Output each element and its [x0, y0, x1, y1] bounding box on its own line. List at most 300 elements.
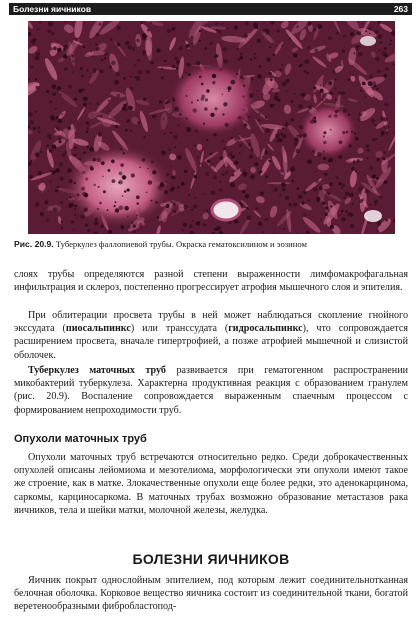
cell-nucleus: [292, 180, 295, 183]
cell-nucleus: [127, 216, 129, 218]
cell-nucleus: [272, 42, 274, 44]
cell-nucleus: [294, 93, 296, 95]
cell-nucleus: [49, 138, 51, 140]
cell-nucleus: [219, 181, 221, 183]
cell-nucleus: [243, 109, 245, 111]
cell-nucleus: [148, 180, 153, 185]
cell-nucleus: [99, 23, 102, 26]
cell-nucleus: [64, 54, 67, 57]
cell-nucleus: [119, 172, 123, 176]
cell-nucleus: [244, 34, 248, 38]
cell-nucleus: [239, 144, 242, 147]
cell-nucleus: [170, 165, 172, 167]
cell-nucleus: [192, 220, 194, 222]
cell-nucleus: [316, 199, 320, 203]
cell-nucleus: [99, 202, 102, 205]
cell-nucleus: [266, 58, 270, 62]
cell-nucleus: [158, 185, 163, 190]
cell-nucleus: [137, 121, 140, 124]
cell-nucleus: [297, 187, 300, 190]
cell-nucleus: [55, 190, 58, 193]
cell-nucleus: [181, 76, 183, 78]
cell-nucleus: [206, 209, 208, 211]
cell-nucleus: [73, 229, 75, 231]
cell-nucleus: [53, 208, 58, 213]
cell-nucleus: [371, 119, 375, 123]
histology-micrograph: [28, 21, 395, 234]
cell-nucleus: [108, 110, 110, 112]
cell-nucleus: [209, 163, 213, 167]
cell-nucleus: [151, 160, 154, 163]
cell-nucleus: [210, 42, 213, 45]
cell-nucleus: [215, 23, 218, 26]
cell-nucleus: [199, 75, 202, 78]
cell-nucleus: [274, 104, 276, 106]
cell-nucleus: [324, 173, 327, 176]
cell-nucleus: [206, 139, 208, 141]
cell-nucleus: [365, 30, 367, 32]
cell-nucleus: [83, 103, 87, 107]
cell-nucleus: [240, 76, 243, 79]
cell-nucleus: [111, 124, 113, 126]
cell-nucleus: [164, 60, 166, 62]
cell-nucleus: [108, 169, 111, 172]
cell-nucleus: [166, 173, 170, 177]
cell-nucleus: [328, 193, 330, 195]
cell-nucleus: [93, 184, 96, 187]
cell-nucleus: [393, 63, 395, 65]
cell-nucleus: [147, 168, 149, 170]
cell-nucleus: [285, 122, 289, 126]
cell-nucleus: [212, 74, 216, 78]
cell-nucleus: [236, 48, 239, 51]
cell-nucleus: [85, 224, 88, 227]
cell-nucleus: [277, 30, 280, 33]
cell-nucleus: [338, 155, 342, 159]
cell-nucleus: [136, 39, 139, 42]
cell-nucleus: [222, 23, 224, 25]
cell-nucleus: [231, 80, 236, 85]
cell-nucleus: [82, 88, 85, 91]
cell-nucleus: [92, 158, 96, 162]
cell-nucleus: [186, 127, 191, 132]
cell-nucleus: [181, 182, 185, 186]
cell-nucleus: [226, 27, 228, 29]
cell-nucleus: [191, 36, 193, 38]
term-hydrosalpinx: гидросальпинкс: [228, 323, 303, 335]
cell-nucleus: [82, 45, 85, 48]
cell-nucleus: [122, 175, 127, 180]
cell-nucleus: [46, 90, 49, 93]
granuloma-right: [298, 103, 358, 159]
cell-nucleus: [90, 76, 92, 78]
running-header: [9, 3, 412, 15]
cell-nucleus: [359, 199, 363, 203]
cell-nucleus: [96, 33, 99, 36]
cell-nucleus: [385, 219, 388, 222]
cell-nucleus: [87, 229, 90, 232]
cell-nucleus: [294, 137, 299, 142]
cell-nucleus: [166, 204, 170, 208]
cell-nucleus: [174, 107, 179, 112]
cell-nucleus: [376, 88, 378, 90]
cell-nucleus: [185, 72, 187, 74]
cell-nucleus: [73, 182, 76, 185]
cell-nucleus: [166, 181, 168, 183]
cell-nucleus: [136, 202, 139, 205]
cell-nucleus: [330, 92, 333, 95]
cell-nucleus: [265, 116, 268, 119]
cell-nucleus: [279, 68, 282, 71]
cell-nucleus: [262, 156, 264, 158]
cell-nucleus: [49, 149, 53, 153]
cell-nucleus: [242, 190, 245, 193]
stroma-fiber: [267, 182, 291, 184]
cell-nucleus: [377, 230, 380, 233]
cell-nucleus: [237, 221, 239, 223]
cell-nucleus: [378, 35, 382, 39]
cell-nucleus: [191, 43, 193, 45]
cell-nucleus: [189, 224, 193, 228]
cell-nucleus: [183, 205, 188, 210]
cell-nucleus: [323, 141, 327, 145]
cell-nucleus: [86, 131, 89, 134]
paragraph-2: При облитерации просвета трубы в ней может наблюдаться скопление гнойного экссудата (пиосальпинкс) или транссудата (гидросальпинкс), что сопровождается расширением просвета, вначале гипертрофией, а позже атрофией мышечной и слизистой оболочек.: [14, 310, 409, 361]
cell-nucleus: [357, 31, 361, 35]
cell-nucleus: [112, 179, 116, 183]
cell-nucleus: [374, 200, 378, 204]
cell-nucleus: [34, 128, 36, 130]
cell-nucleus: [177, 186, 180, 189]
cell-nucleus: [232, 174, 235, 177]
cell-nucleus: [199, 40, 201, 42]
cell-nucleus: [155, 201, 158, 204]
cell-nucleus: [55, 108, 57, 110]
term-pyosalpinx: пиосальпинкс: [65, 323, 131, 335]
cell-nucleus: [262, 29, 266, 33]
cell-nucleus: [98, 132, 102, 136]
cell-nucleus: [310, 119, 315, 124]
cell-nucleus: [183, 223, 187, 227]
cell-nucleus: [339, 92, 341, 94]
cell-nucleus: [358, 113, 362, 117]
cell-nucleus: [116, 26, 120, 30]
cell-nucleus: [300, 93, 304, 97]
cell-nucleus: [170, 189, 173, 192]
cell-nucleus: [186, 118, 188, 120]
cell-nucleus: [338, 182, 342, 186]
cell-nucleus: [275, 133, 280, 138]
cell-nucleus: [281, 182, 286, 187]
cell-nucleus: [125, 41, 130, 46]
cell-nucleus: [358, 45, 360, 47]
cell-nucleus: [71, 220, 74, 223]
cell-nucleus: [249, 155, 253, 159]
cell-nucleus: [350, 224, 354, 228]
cell-nucleus: [336, 177, 338, 179]
cell-nucleus: [285, 79, 290, 84]
cell-nucleus: [119, 206, 124, 211]
cell-nucleus: [351, 74, 353, 76]
cell-nucleus: [283, 228, 285, 230]
cell-nucleus: [375, 57, 380, 62]
cell-nucleus: [314, 48, 318, 52]
cell-nucleus: [207, 160, 211, 164]
cell-nucleus: [193, 108, 197, 112]
cell-nucleus: [324, 212, 328, 216]
section-heading-tumors: Опухоли маточных труб: [14, 433, 147, 445]
cell-nucleus: [253, 163, 255, 165]
cell-nucleus: [87, 146, 89, 148]
cell-nucleus: [355, 170, 357, 172]
cell-nucleus: [132, 230, 135, 233]
cell-nucleus: [58, 138, 61, 141]
cell-nucleus: [161, 77, 164, 80]
cell-nucleus: [225, 123, 229, 127]
term-tuberculosis: Туберкулез маточных труб: [28, 365, 166, 376]
cell-nucleus: [347, 78, 350, 81]
cell-nucleus: [218, 30, 221, 33]
cell-nucleus: [126, 121, 128, 123]
cell-nucleus: [199, 162, 202, 165]
cell-nucleus: [31, 40, 36, 45]
vessel-lumen: [212, 200, 240, 220]
cell-nucleus: [205, 172, 209, 176]
cell-nucleus: [313, 28, 316, 31]
cell-nucleus: [44, 200, 48, 204]
cell-nucleus: [203, 123, 205, 125]
cell-nucleus: [274, 189, 277, 192]
cell-nucleus: [35, 78, 37, 80]
cell-nucleus: [362, 82, 366, 86]
cell-nucleus: [171, 176, 175, 180]
cell-nucleus: [296, 25, 299, 28]
cell-nucleus: [49, 170, 51, 172]
cell-nucleus: [90, 167, 92, 169]
cell-nucleus: [375, 124, 378, 127]
cell-nucleus: [184, 170, 188, 174]
cell-nucleus: [235, 161, 239, 165]
cell-nucleus: [213, 175, 217, 179]
cell-nucleus: [377, 158, 380, 161]
cell-nucleus: [170, 132, 172, 134]
cell-nucleus: [337, 214, 340, 217]
cell-nucleus: [294, 142, 298, 146]
cell-nucleus: [143, 98, 146, 101]
cell-nucleus: [31, 66, 33, 68]
cell-nucleus: [385, 67, 388, 70]
cell-nucleus: [51, 31, 55, 35]
cell-nucleus: [123, 152, 125, 154]
cell-nucleus: [296, 149, 301, 154]
cell-nucleus: [150, 22, 152, 24]
cell-nucleus: [129, 87, 133, 91]
cell-nucleus: [199, 30, 202, 33]
cell-nucleus: [74, 154, 76, 156]
cell-nucleus: [120, 148, 122, 150]
cell-nucleus: [56, 186, 59, 189]
cell-nucleus: [72, 72, 74, 74]
cell-nucleus: [307, 22, 311, 26]
cell-nucleus: [173, 203, 175, 205]
cell-nucleus: [368, 222, 370, 224]
cell-nucleus: [247, 216, 252, 221]
cell-nucleus: [156, 49, 160, 53]
cell-nucleus: [108, 100, 110, 102]
cell-nucleus: [165, 102, 167, 104]
cell-nucleus: [101, 161, 105, 165]
cell-nucleus: [349, 144, 352, 147]
cell-nucleus: [217, 226, 221, 230]
cell-nucleus: [298, 194, 303, 199]
cell-nucleus: [381, 135, 383, 137]
cell-nucleus: [49, 180, 51, 182]
cell-nucleus: [390, 40, 392, 42]
cell-nucleus: [270, 104, 274, 108]
cell-nucleus: [157, 216, 160, 219]
cell-nucleus: [38, 126, 41, 129]
cell-nucleus: [47, 134, 52, 139]
cell-nucleus: [29, 175, 33, 179]
cell-nucleus: [152, 170, 156, 174]
cell-nucleus: [81, 187, 85, 191]
cell-nucleus: [244, 123, 248, 127]
cell-nucleus: [67, 168, 72, 173]
cell-nucleus: [341, 187, 343, 189]
cell-nucleus: [307, 46, 310, 49]
cell-nucleus: [265, 151, 269, 155]
cell-nucleus: [143, 136, 146, 139]
cell-nucleus: [196, 61, 200, 65]
cell-nucleus: [82, 171, 85, 174]
cell-nucleus: [360, 90, 362, 92]
cell-nucleus: [304, 70, 306, 72]
cell-nucleus: [342, 131, 345, 134]
cell-nucleus: [296, 135, 298, 137]
cell-nucleus: [383, 117, 388, 122]
cell-nucleus: [266, 31, 270, 35]
cell-nucleus: [384, 74, 387, 77]
cell-nucleus: [293, 203, 297, 207]
cell-nucleus: [122, 195, 124, 197]
cell-nucleus: [53, 46, 57, 50]
cell-nucleus: [323, 131, 326, 134]
cell-nucleus: [111, 160, 115, 164]
cell-nucleus: [383, 180, 387, 184]
cell-nucleus: [111, 61, 116, 66]
cell-nucleus: [282, 188, 286, 192]
cell-nucleus: [36, 52, 41, 57]
cell-nucleus: [50, 115, 54, 119]
cell-nucleus: [328, 81, 332, 85]
cell-nucleus: [343, 196, 346, 199]
cell-nucleus: [77, 193, 80, 196]
cell-nucleus: [341, 217, 345, 221]
cell-nucleus: [318, 26, 321, 29]
cell-nucleus: [28, 112, 33, 117]
cell-nucleus: [229, 152, 233, 156]
cell-nucleus: [323, 135, 325, 137]
cell-nucleus: [197, 156, 199, 158]
cell-nucleus: [269, 46, 272, 49]
cell-nucleus: [46, 219, 50, 223]
cell-nucleus: [136, 195, 140, 199]
cell-nucleus: [303, 133, 307, 137]
cell-nucleus: [248, 116, 250, 118]
cell-nucleus: [291, 118, 294, 121]
cell-nucleus: [230, 183, 235, 188]
cell-nucleus: [220, 68, 222, 70]
cell-nucleus: [39, 151, 42, 154]
cell-nucleus: [60, 201, 63, 204]
cell-nucleus: [164, 133, 166, 135]
paragraph-ovaries: Яичник покрыт однослойным эпителием, под которым лежит соединительнотканная белочная оболочка. Корковое вещество яичника состоит из соединительной ткани, богатой веретенообразными фибробластопод-: [14, 575, 408, 613]
cell-nucleus: [84, 208, 88, 212]
cell-nucleus: [250, 58, 252, 60]
cell-nucleus: [136, 214, 138, 216]
cell-nucleus: [203, 193, 205, 195]
cell-nucleus: [258, 119, 261, 122]
cell-nucleus: [68, 179, 72, 183]
cell-nucleus: [56, 116, 59, 119]
cell-nucleus: [59, 140, 62, 143]
cell-nucleus: [117, 94, 121, 98]
cell-nucleus: [130, 76, 132, 78]
cell-nucleus: [359, 186, 362, 189]
cell-nucleus: [249, 93, 254, 98]
cell-nucleus: [74, 214, 76, 216]
cell-nucleus: [346, 131, 349, 134]
cell-nucleus: [371, 186, 373, 188]
cell-nucleus: [161, 151, 166, 156]
cell-nucleus: [332, 70, 335, 73]
cell-nucleus: [334, 114, 338, 118]
cell-nucleus: [242, 95, 244, 97]
cell-nucleus: [265, 128, 270, 133]
cell-nucleus: [52, 144, 57, 149]
cell-nucleus: [61, 221, 63, 223]
cell-nucleus: [257, 39, 261, 43]
cell-nucleus: [341, 210, 344, 213]
cell-nucleus: [61, 113, 63, 115]
cell-nucleus: [228, 90, 230, 92]
cell-nucleus: [303, 213, 306, 216]
cell-nucleus: [234, 26, 238, 30]
cell-nucleus: [322, 99, 324, 101]
cell-nucleus: [56, 127, 59, 130]
cell-nucleus: [150, 200, 152, 202]
cell-nucleus: [257, 74, 262, 79]
cell-nucleus: [72, 60, 74, 62]
cell-nucleus: [139, 167, 141, 169]
micrograph-image: [28, 21, 395, 234]
cell-nucleus: [177, 124, 179, 126]
paragraph-1: слоях трубы определяются разной степени выраженности лимфомакрофагальная инфильтрация и склероз, постепенно прогрессирует атрофия мышечного слоя и эпителия.: [14, 269, 408, 294]
figure-label: Рис. 20.9.: [14, 239, 54, 249]
cell-nucleus: [107, 209, 109, 211]
cell-nucleus: [186, 95, 188, 97]
cell-nucleus: [70, 203, 74, 207]
cell-nucleus: [349, 193, 353, 197]
cell-nucleus: [255, 162, 259, 166]
cell-nucleus: [357, 118, 360, 121]
cell-nucleus: [384, 102, 388, 106]
cell-nucleus: [243, 85, 245, 87]
cell-nucleus: [353, 160, 356, 163]
cell-nucleus: [40, 212, 44, 216]
cell-nucleus: [116, 72, 120, 76]
cell-nucleus: [343, 109, 347, 113]
